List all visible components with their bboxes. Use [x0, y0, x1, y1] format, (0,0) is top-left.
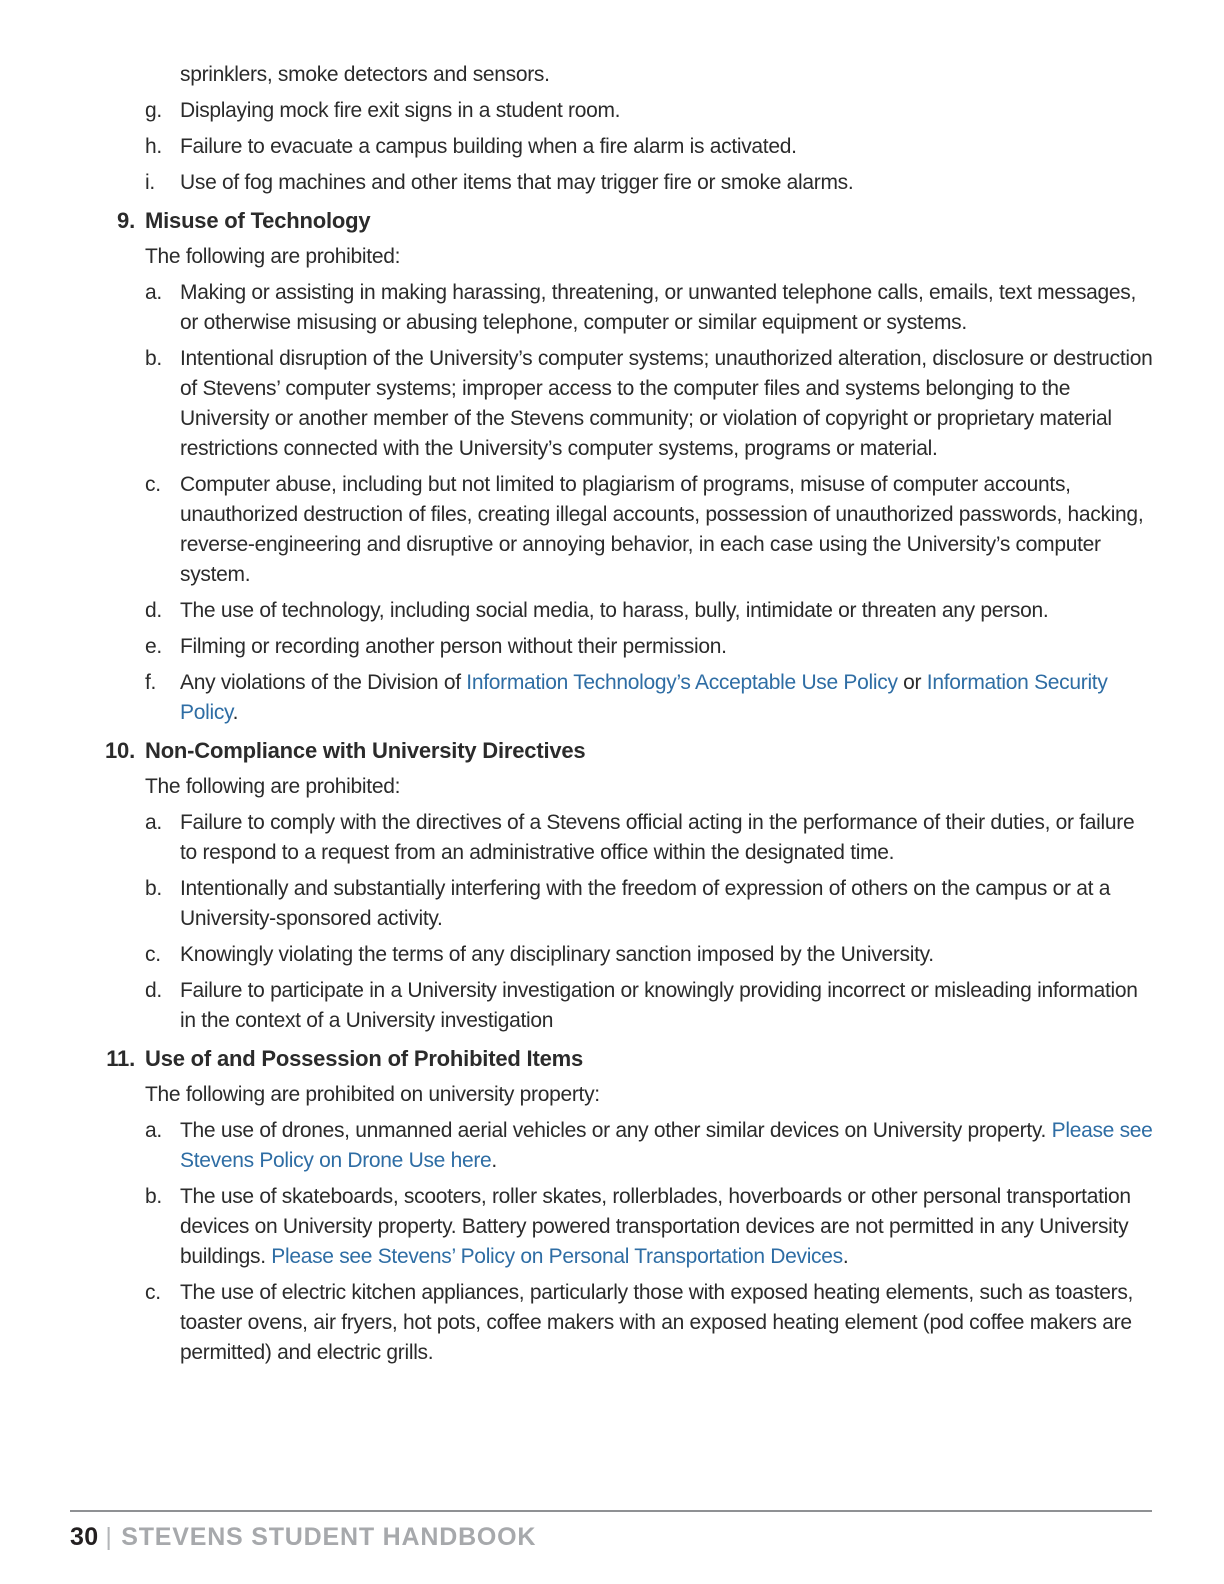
list-item: [70, 96, 1155, 126]
list-item-text: [180, 808, 1155, 868]
section-number: 9.: [117, 208, 135, 233]
section-title: Non-Compliance with University Directives: [145, 738, 586, 763]
section: [70, 206, 1155, 728]
section: [70, 736, 1155, 1036]
list-item: [70, 940, 1155, 970]
section-intro: The following are prohibited on university property:: [145, 1083, 600, 1106]
list-item-text: [180, 668, 1155, 728]
section-number: 11.: [106, 1046, 135, 1071]
text-run: The use of electric kitchen appliances, particularly those with exposed heating elements, such as toasters, toaster ovens, air fryers, hot pots, coffee makers with an exposed heating element (pod coffee makers are permitted) and electric grills.: [180, 1281, 1134, 1364]
list-item-text: [180, 1182, 1155, 1272]
section-intro: The following are prohibited:: [145, 775, 401, 798]
section-title: Use of and Possession of Prohibited Items: [145, 1046, 583, 1071]
list-item: [70, 874, 1155, 934]
continuation-line: [70, 60, 1155, 90]
text-run: Filming or recording another person without their permission.: [180, 635, 727, 658]
footer-title: STEVENS STUDENT HANDBOOK: [121, 1523, 537, 1551]
section: [70, 1044, 1155, 1368]
list-item-text: [180, 344, 1155, 464]
text-run: The use of skateboards, scooters, roller skates, rollerblades, hoverboards or other personal transportation devices on University property. Battery powered transportation devices are not permitted in any University buildings.: [180, 1185, 1131, 1268]
list-item-text: [180, 1116, 1155, 1176]
list-item-label: c.: [145, 1281, 161, 1304]
list-item-text: [180, 278, 1155, 338]
section-heading: [70, 206, 1155, 236]
page-footer: [70, 1510, 1152, 1552]
list-item-label: c.: [145, 473, 161, 496]
section-title: Misuse of Technology: [145, 208, 371, 233]
list-item: [70, 278, 1155, 338]
text-run: Failure to evacuate a campus building when a fire alarm is activated.: [180, 135, 797, 158]
text-run: Knowingly violating the terms of any disciplinary sanction imposed by the University.: [180, 943, 934, 966]
list-item-text: [180, 874, 1155, 934]
text-run: Making or assisting in making harassing, threatening, or unwanted telephone calls, emails, text messages, or otherwise misusing or abusing telephone, computer or similar equipment or systems.: [180, 281, 1137, 334]
list-item: [70, 976, 1155, 1036]
inline-link[interactable]: Information Security Policy: [180, 671, 1108, 724]
text-run: .: [842, 1245, 849, 1268]
text-run: Failure to comply with the directives of a Stevens official acting in the performance of their duties, or failure to respond to a request from an administrative office within the designated time.: [180, 811, 1135, 864]
list-item: [70, 1278, 1155, 1368]
text-run: Intentionally and substantially interfering with the freedom of expression of others on the campus or at a University-sponsored activity.: [180, 877, 1111, 930]
list-item-text: [180, 596, 1155, 626]
list-item-label: d.: [145, 599, 162, 622]
section-heading: [70, 736, 1155, 766]
section-heading: [70, 1044, 1155, 1074]
text-run: Use of fog machines and other items that may trigger fire or smoke alarms.: [180, 171, 854, 194]
list-item-label: h.: [145, 135, 162, 158]
text-run: The use of technology, including social media, to harass, bully, intimidate or threaten any person.: [180, 599, 1049, 622]
list-item: [70, 470, 1155, 590]
footer-text: [70, 1523, 1152, 1552]
list-item: [70, 668, 1155, 728]
list-item-label: b.: [145, 347, 162, 370]
list-item: [70, 132, 1155, 162]
inline-link[interactable]: Information Technology’s Acceptable Use Policy: [466, 671, 898, 694]
text-run: .: [491, 1149, 497, 1172]
text-run: Any violations of the Division of: [180, 671, 467, 694]
text-run: Computer abuse, including but not limited to plagiarism of programs, misuse of computer accounts, unauthorized destruction of files, creating illegal accounts, possession of unauthorized passwords, hacking, reverse-engineering and disruptive or annoying behavior, in each case using the University’s computer system.: [180, 473, 1144, 586]
list-item-label: a.: [145, 811, 162, 834]
text-run: Intentional disruption of the University’s computer systems; unauthorized alteration, disclosure or destruction of Stevens’ computer systems; improper access to the computer files and systems belonging to the University or another member of the Stevens community; or violation of copyright or proprietary material restrictions connected with the University’s computer systems, programs or material.: [180, 347, 1153, 460]
text-run: sprinklers, smoke detectors and sensors.: [180, 63, 550, 86]
section-intro: The following are prohibited:: [145, 245, 401, 268]
text-run: The use of drones, unmanned aerial vehicles or any other similar devices on University property.: [180, 1119, 1052, 1142]
list-item-text: [180, 632, 1155, 662]
page-number: 30: [70, 1523, 99, 1551]
list-item-label: a.: [145, 281, 162, 304]
text-run: Displaying mock fire exit signs in a student room.: [180, 99, 621, 122]
list-item-text: [180, 168, 1155, 198]
list-item-label: d.: [145, 979, 162, 1002]
list-item-text: [180, 470, 1155, 590]
text-run: .: [232, 701, 239, 724]
list-item-text: [180, 132, 1155, 162]
list-item: [70, 1182, 1155, 1272]
list-item: [70, 1116, 1155, 1176]
list-item-label: b.: [145, 877, 162, 900]
list-item-label: f.: [145, 671, 157, 694]
list-item-label: e.: [145, 635, 162, 658]
inline-link[interactable]: Please see Stevens’ Policy on Personal Transportation Devices: [271, 1245, 843, 1268]
list-item-text: [180, 976, 1155, 1036]
footer-separator: |: [105, 1523, 113, 1551]
text-run: Failure to participate in a University investigation or knowingly providing incorrect or misleading information in the context of a University investigation: [180, 979, 1138, 1032]
footer-divider: [70, 1510, 1152, 1512]
list-item-label: b.: [145, 1185, 162, 1208]
list-item-label: c.: [145, 943, 161, 966]
list-item: [70, 344, 1155, 464]
list-item: [70, 808, 1155, 868]
list-item-text: [180, 96, 1155, 126]
text-run: or: [897, 671, 927, 694]
inline-link[interactable]: Please see Stevens Policy on Drone Use here: [180, 1119, 1153, 1172]
list-item: [70, 632, 1155, 662]
section-number: 10.: [105, 738, 135, 763]
list-item: [70, 596, 1155, 626]
list-item-text: [180, 940, 1155, 970]
list-item-label: a.: [145, 1119, 162, 1142]
list-item: [70, 168, 1155, 198]
page-content: [70, 60, 1155, 1374]
list-item-text: [180, 1278, 1155, 1368]
list-item-label: g.: [145, 99, 162, 122]
list-item-label: i.: [145, 171, 155, 194]
